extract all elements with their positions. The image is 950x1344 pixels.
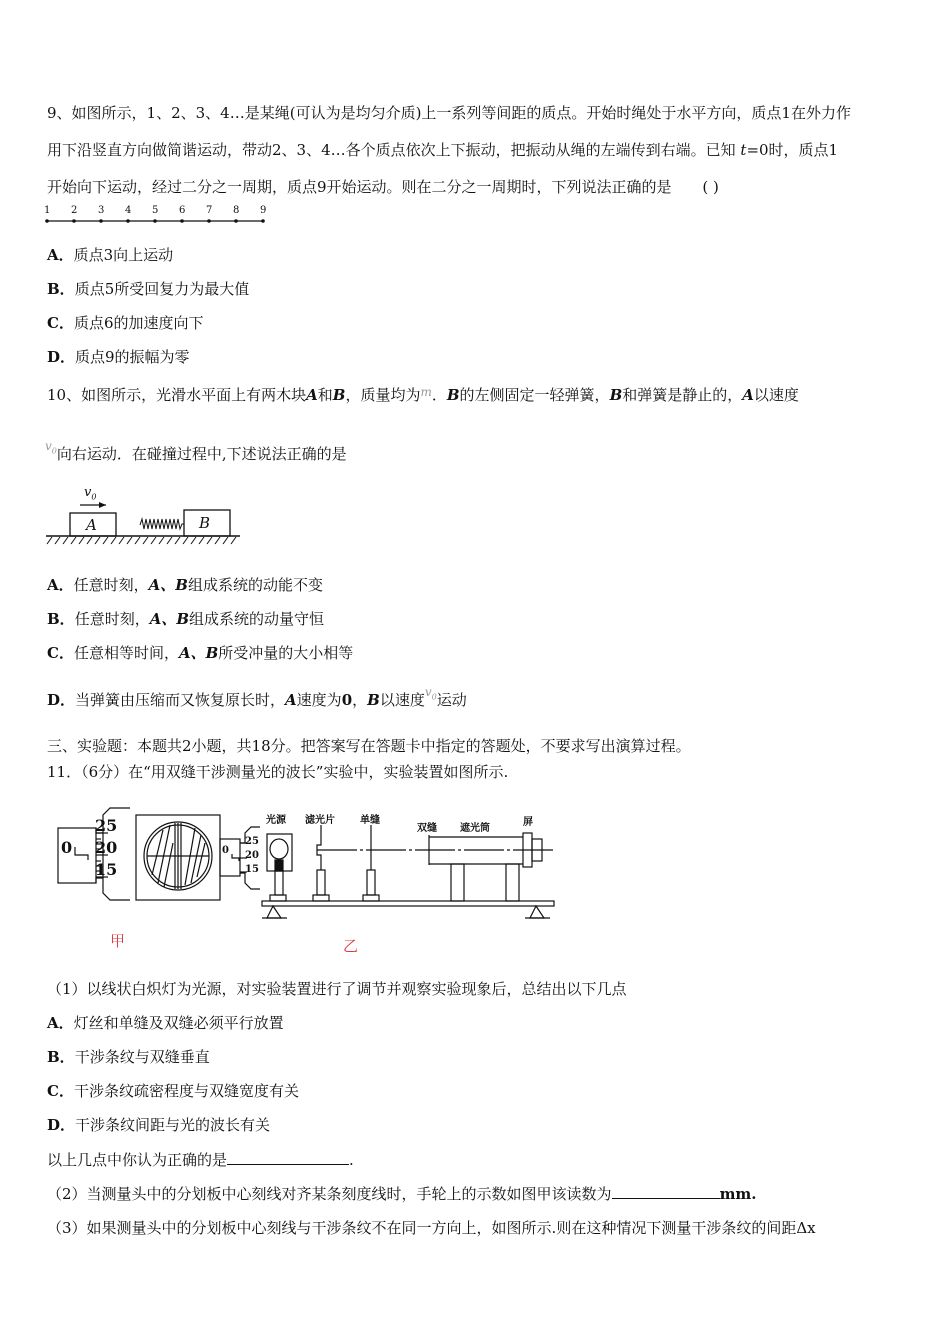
option-letter: C． — [47, 1082, 74, 1100]
option-text: 所受冲量的大小相等 — [218, 644, 354, 662]
point-label: 6 — [179, 205, 186, 216]
q9-line-1: 9、如图所示，1、2、3、4…是某绳(可认为是均匀介质)上一系列等间距的质点。开始时绳处于水平方向，质点1在外力作 — [47, 104, 851, 122]
part-2-text: （2）当测量头中的分划板中心刻线对齐某条刻度线时，手轮上的示数如图甲该读数为 — [47, 1185, 612, 1203]
q9-option-c[interactable] — [47, 313, 204, 333]
option-text: 质点3向上运动 — [73, 246, 174, 264]
option-letter: B． — [47, 1048, 75, 1066]
point-label: 4 — [125, 205, 132, 216]
option-letter: A． — [47, 1014, 74, 1032]
option-text: 干涉条纹与双缝垂直 — [74, 1048, 210, 1066]
q10-option-c[interactable] — [47, 643, 353, 663]
point-label: 5 — [152, 205, 159, 216]
q10-text: 和 — [317, 386, 333, 404]
answer-blank-1[interactable] — [227, 1150, 349, 1165]
var-ab: A、B — [148, 576, 188, 594]
label-screen: 屏 — [523, 817, 533, 828]
answer-prompt: 以上几点中你认为正确的是 — [47, 1151, 228, 1169]
option-text: 质点5所受回复力为最大值 — [74, 280, 250, 298]
label-light-source: 光源 — [266, 815, 286, 826]
var-a: A — [742, 386, 754, 404]
q10-text: 向右运动．在碰撞过程中,下述说法正确的是 — [56, 445, 347, 463]
option-text: 以速度 — [379, 691, 425, 709]
q11-option-c[interactable] — [47, 1081, 299, 1101]
q11-answer-line-1 — [47, 1150, 354, 1170]
v0-symbol: v0 — [45, 439, 57, 456]
q10-text: ． — [431, 386, 447, 404]
option-letter: A． — [47, 576, 74, 594]
q10-line-2 — [45, 439, 347, 470]
option-text: 质点6的加速度向下 — [73, 314, 204, 332]
q11-option-a[interactable] — [47, 1013, 284, 1033]
scale-tick-label: 15 — [245, 864, 259, 875]
var-ab: A、B — [178, 644, 219, 662]
option-letter: D． — [47, 348, 76, 366]
var-b: B — [367, 691, 380, 709]
mass-symbol: m — [420, 385, 432, 399]
q9-line-3-text: 开始向下运动，经过二分之一周期，质点9开始运动。则在二分之一周期时，下列说法正确的是 — [47, 178, 672, 196]
q10-line-1 — [47, 382, 799, 405]
q11-part-3: （3）如果测量头中的分划板中心刻线与干涉条纹不在同一方向上，如图所示.则在这种情况下测量干涉条纹的间距Δx — [47, 1219, 816, 1237]
label-double-slit: 双缝 — [417, 823, 437, 834]
option-letter: B． — [47, 610, 75, 628]
q9-line-2a: 用下沿竖直方向做简谐运动，带动2、3、4…各个质点依次上下振动，把振动从绳的左端传到右端。已知 — [47, 141, 741, 159]
option-text: 速度为 — [296, 691, 342, 709]
q10-text: ，质量均为 — [345, 386, 421, 404]
v0-symbol: v0 — [424, 685, 437, 702]
q10-text: 10、如图所示，光滑水平面上有两木块 — [47, 386, 307, 404]
option-letter: C． — [47, 644, 74, 662]
option-text: 质点9的振幅为零 — [75, 348, 190, 366]
unit-mm: mm. — [719, 1185, 757, 1203]
q10-option-b[interactable] — [47, 609, 324, 629]
q10-text: 的左侧固定一轻弹簧， — [459, 386, 610, 404]
point-label: 3 — [98, 205, 105, 216]
var-b: B — [332, 386, 346, 404]
section-3-heading: 三、实验题：本题共2小题，共18分。把答案写在答题卡中指定的答题处，不要求写出演算过程。 — [47, 737, 691, 755]
q9-option-a[interactable] — [47, 245, 173, 265]
zero-value: 0 — [341, 691, 353, 709]
label-tube: 遮光筒 — [460, 823, 490, 834]
t-symbol: t — [740, 141, 747, 159]
option-letter: B． — [47, 280, 75, 298]
option-text: ， — [352, 691, 368, 709]
point-label: 2 — [71, 205, 78, 216]
scale-tick-label: 25 — [245, 836, 259, 847]
q10-text: 和弹簧是静止的， — [622, 386, 743, 404]
scale-tick-label: 20 — [95, 838, 118, 857]
label-single-slit: 单缝 — [360, 815, 380, 826]
var-b: B — [609, 386, 623, 404]
figure-label-yi: 乙 — [343, 937, 359, 955]
q9-line-2 — [47, 140, 838, 160]
option-letter: D． — [47, 1116, 76, 1134]
var-ab: A、B — [149, 610, 190, 628]
figure-label-jia: 甲 — [110, 932, 126, 950]
option-text: 干涉条纹间距与光的波长有关 — [75, 1116, 271, 1134]
option-text: 当弹簧由压缩而又恢复原长时， — [75, 691, 286, 709]
q10-text: 以速度 — [753, 386, 799, 404]
q10-option-d[interactable] — [47, 685, 467, 716]
scale-tick-label: 15 — [95, 860, 118, 879]
block-a-label: A — [86, 516, 97, 534]
scale-tick-label: 20 — [245, 850, 259, 861]
block-b-label: B — [199, 514, 211, 532]
q11-option-b[interactable] — [47, 1047, 210, 1067]
answer-blank-2[interactable] — [612, 1184, 720, 1199]
zero-mark: 0 — [61, 838, 73, 857]
var-a: A — [285, 691, 297, 709]
q9-line-3 — [47, 177, 719, 197]
q9-option-b[interactable] — [47, 279, 249, 299]
q9-line-2b: =0时，质点1 — [746, 141, 839, 159]
var-a: A — [306, 386, 318, 404]
answer-end: . — [349, 1151, 354, 1169]
option-text: 运动 — [436, 691, 467, 709]
q11-part-2 — [47, 1184, 757, 1204]
option-text: 任意相等时间， — [73, 644, 179, 662]
option-letter: C． — [47, 314, 74, 332]
point-label: 9 — [260, 205, 267, 216]
answer-paren: ( ) — [702, 178, 719, 196]
option-text: 任意时刻， — [73, 576, 149, 594]
point-label: 1 — [44, 205, 51, 216]
option-text: 组成系统的动能不变 — [187, 576, 323, 594]
collision-figure — [44, 483, 244, 548]
option-text: 组成系统的动量守恒 — [189, 610, 325, 628]
option-letter: A． — [47, 246, 74, 264]
q11-part-1: （1）以线状白炽灯为光源，对实验装置进行了调节并观察实验现象后，总结出以下几点 — [47, 980, 627, 998]
scale-small — [245, 836, 259, 875]
scale-tick-label: 25 — [95, 816, 118, 835]
option-text: 任意时刻， — [74, 610, 150, 628]
q11-intro: 11．（6分）在“用双缝干涉测量光的波长”实验中，实验装置如图所示. — [47, 763, 509, 781]
scale-left — [95, 817, 117, 878]
q10-option-a[interactable] — [47, 575, 323, 595]
var-b: B — [446, 386, 460, 404]
option-letter: D． — [47, 691, 76, 709]
q9-option-d[interactable] — [47, 347, 190, 367]
option-text: 干涉条纹疏密程度与双缝宽度有关 — [73, 1082, 299, 1100]
zero-mark-small: 0 — [222, 845, 229, 856]
velocity-label: $v_0$ — [84, 485, 97, 502]
q11-option-d[interactable] — [47, 1115, 270, 1135]
label-filter: 滤光片 — [305, 815, 335, 826]
point-label: 8 — [233, 205, 240, 216]
double-slit-apparatus-figure — [55, 805, 565, 955]
rope-points-figure — [44, 205, 269, 227]
option-text: 灯丝和单缝及双缝必须平行放置 — [73, 1014, 284, 1032]
point-label: 7 — [206, 205, 213, 216]
